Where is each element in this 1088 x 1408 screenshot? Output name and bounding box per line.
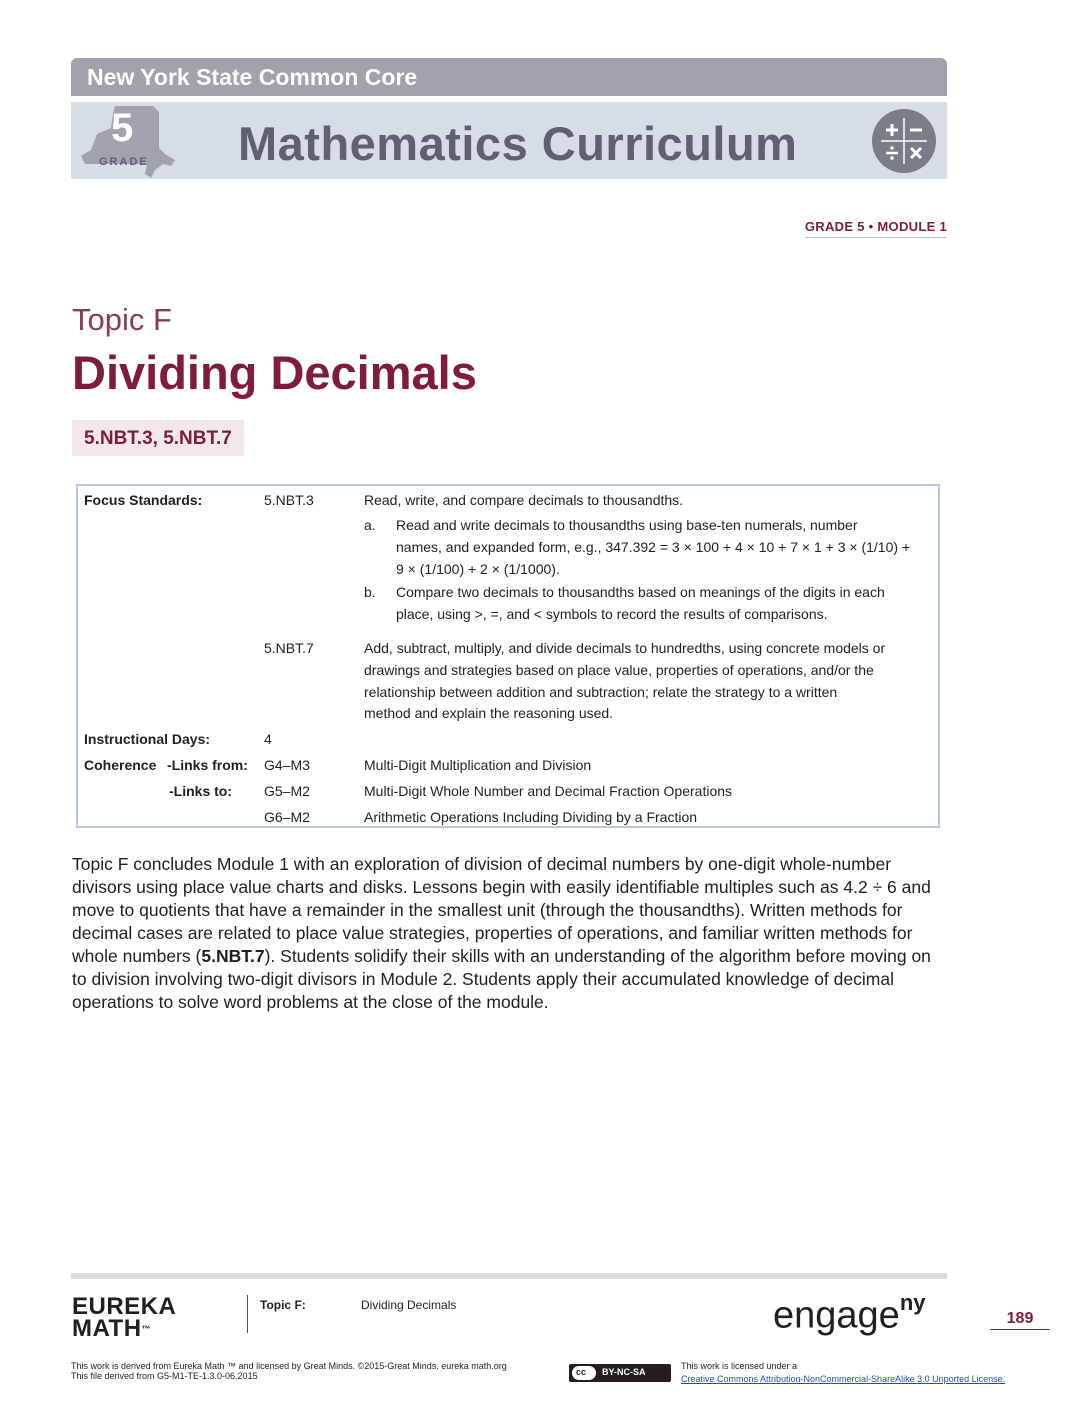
cc-license-badge[interactable] (569, 1364, 671, 1382)
item-line: names, and expanded form, e.g., 347.392 = 3 × 100 + 4 × 10 + 7 × 1 + 3 × (1/10) + (396, 539, 911, 555)
footer-separator (247, 1295, 248, 1333)
link-text: Multi-Digit Whole Number and Decimal Fraction Operations (364, 783, 733, 799)
standard-text: Read, write, and compare decimals to thousandths. (364, 492, 684, 508)
instructional-days-value: 4 (264, 731, 272, 747)
description-bold-standard: 5.NBT.7 (201, 946, 265, 966)
item-line: Read and write decimals to thousandths using base-ten numerals, number (396, 517, 858, 533)
engageny-logo (773, 1290, 926, 1338)
standards-chip-text: 5.NBT.3, 5.NBT.7 (84, 428, 232, 449)
link-text: Multi-Digit Multiplication and Division (364, 757, 592, 773)
grade-word: GRADE (99, 156, 149, 168)
topic-label: Topic F (72, 302, 172, 337)
link-code: G4–M3 (264, 757, 310, 773)
cc-badge-text: BY-NC-SA (602, 1367, 646, 1377)
standard-line: Add, subtract, multiply, and divide decimals to hundredths, using concrete models or (364, 640, 886, 656)
standards-chip (72, 420, 244, 456)
item-line: place, using >, =, and < symbols to record the results of comparisons. (396, 606, 828, 622)
item-letter: a. (364, 517, 376, 533)
cc-icon-text: cc (576, 1367, 587, 1377)
footer-divider (71, 1273, 947, 1279)
link-code: G5–M2 (264, 783, 310, 799)
links-to-label: -Links to: (169, 783, 232, 799)
focus-standards-label: Focus Standards: (84, 492, 203, 508)
standard-code: 5.NBT.3 (264, 492, 314, 508)
eureka-math-logo (72, 1293, 177, 1342)
module-label: GRADE 5 • MODULE 1 (805, 219, 947, 238)
logo-line2: MATH (72, 1315, 142, 1342)
curriculum-banner (71, 102, 947, 179)
standards-table (76, 484, 940, 828)
description-text: ). Students solidify their skills with an understanding of the algorithm before moving on to division involving two-digit divisors in Module 2. Students apply their accumulated knowledge of decimal operations to solve word problems at the close of the module. (72, 946, 931, 1012)
footer-topic-name: Dividing Decimals (361, 1298, 457, 1312)
link-text: Arithmetic Operations Including Dividing by a Fraction (364, 809, 698, 825)
header-banner (71, 58, 947, 96)
credit-line: This work is derived from Eureka Math ™ and licensed by Great Minds. ©2015-Great Minds. eureka math.org (71, 1361, 507, 1371)
coherence-label: Coherence (84, 757, 157, 773)
engage-word: engage (773, 1294, 900, 1337)
description-text: Topic F concludes Module 1 with an exploration of division of decimal numbers by one-digit whole-number divisors using place value charts and disks. Lessons begin with easily identifiable multiples such as 4.2 ÷ 6 and move to quotients that have a remainder in the smallest unit (through the thousandths). Written methods for decimal cases are related to place value strategies, properties of operations, and familiar written methods for whole numbers ( (72, 854, 931, 966)
topic-title: Dividing Decimals (72, 346, 477, 399)
standard-line: method and explain the reasoning used. (364, 705, 614, 721)
links-from-label: -Links from: (167, 757, 248, 773)
license-link[interactable]: Creative Commons Attribution-NonCommercial-ShareAlike 3.0 Unported License. (681, 1374, 1006, 1384)
trademark-mark: ™ (141, 1324, 152, 1334)
standard-line: drawings and strategies based on place value, properties of operations, and/or the (364, 662, 874, 678)
banner-text: New York State Common Core (87, 64, 418, 90)
standard-line: relationship between addition and subtraction; relate the strategy to a written (364, 684, 838, 700)
grade-number: 5 (111, 106, 134, 150)
standard-code: 5.NBT.7 (264, 640, 314, 656)
page-number: 189 (990, 1310, 1050, 1330)
item-letter: b. (364, 584, 376, 600)
cc-icon (572, 1366, 596, 1380)
link-code: G6–M2 (264, 809, 310, 825)
item-line: 9 × (1/100) + 2 × (1/1000). (396, 561, 560, 577)
curriculum-title: Mathematics Curriculum (238, 117, 798, 170)
source-line: This file derived from G5-M1-TE-1.3.0-06.2015 (71, 1371, 258, 1381)
instructional-days-label: Instructional Days: (84, 731, 211, 747)
logo-line1: EUREKA (72, 1293, 177, 1320)
math-operations-icon (871, 108, 937, 174)
license-text: This work is licensed under a (681, 1361, 798, 1371)
topic-description (72, 853, 948, 1014)
footer-topic-label: Topic F: (260, 1298, 306, 1312)
item-line: Compare two decimals to thousandths based on meanings of the digits in each (396, 584, 885, 600)
ny-word: ny (899, 1290, 926, 1315)
